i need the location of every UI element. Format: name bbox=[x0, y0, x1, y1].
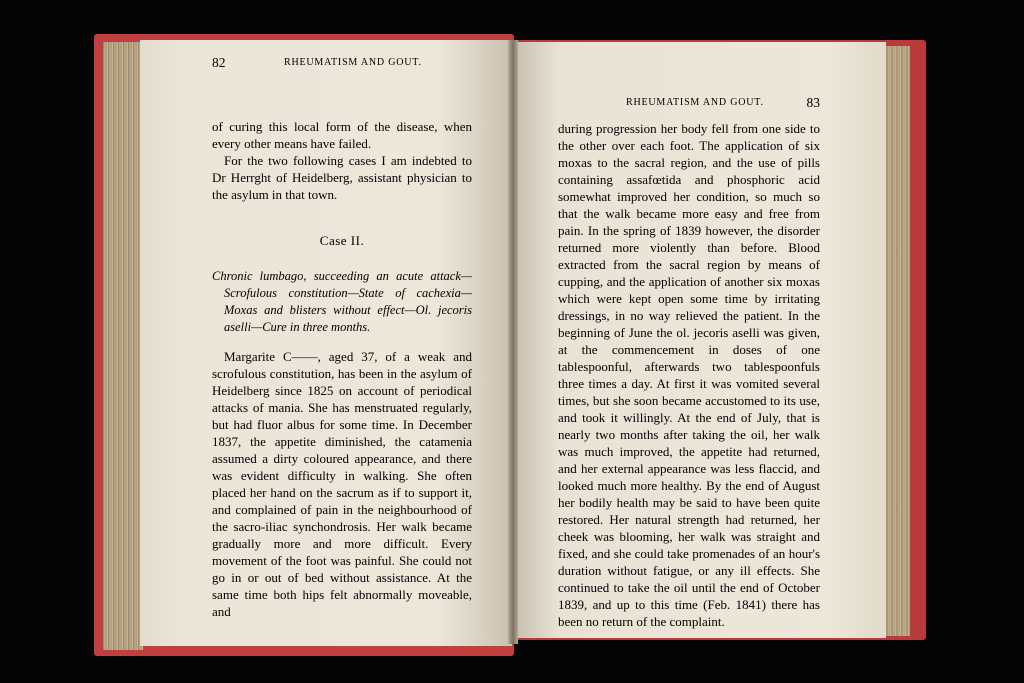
right-paragraph: during progression her body fell from one side to the other over each foot. The application of six moxas to the sacral region, and the use of pills containing assafœtida and phosphoric acid somewhat improved her condition, so much so that the walk became more easy and free from pain. In the spring of 1839 however, the disorder returned more violently than before. Blood extracted from the sacral region by means of cupping, and the application of another six moxas which were kept open some time by irritating dressings, in no way relieved the patient. In the beginning of June the ol. jecoris aselli was given, at the commencement in doses of one tablespoonful, afterwards two tablespoonfuls three times a day. At first it was vomited several times, but she soon became accustomed to its use, and took it willingly. At the end of July, that is nearly two months after taking the oil, her walk was much improved, the appetite had returned, and her external appearance was less flaccid, and looked much more healthy. By the end of August her bodily health may be said to have been quite restored. Her natural strength had returned, her cheek was blooming, her walk was straight and fixed, and she could take promenades of an hour's duration without fatigue, or any ill effects. She continued to take the oil until the end of October 1839, and up to this time (Feb. 1841) there has been no return of the complaint. bbox=[558, 121, 820, 629]
left-paragraph-1: of curing this local form of the disease, when every other means have failed. bbox=[212, 119, 472, 151]
page-edges-left bbox=[103, 42, 143, 650]
left-page-number: 82 bbox=[212, 55, 226, 70]
left-running-head bbox=[212, 55, 472, 71]
right-body-text bbox=[558, 120, 820, 630]
case-title: Case II. bbox=[319, 233, 365, 248]
left-running-title: RHEUMATISM AND GOUT. bbox=[284, 57, 422, 68]
book-gutter bbox=[508, 40, 518, 644]
right-page-number: 83 bbox=[806, 95, 820, 110]
case-summary-text: Chronic lumbago, succeeding an acute attack—Scrofulous constitution—State of cachexia—Moxas and blisters without effect—Ol. jecoris aselli—Cure in three months. bbox=[212, 269, 472, 334]
right-running-title: RHEUMATISM AND GOUT. bbox=[626, 97, 764, 108]
left-intro-text bbox=[212, 118, 472, 203]
left-case-paragraph: Margarite C——, aged 37, of a weak and scrofulous constitution, has been in the asylum of Heidelberg since 1825 on account of periodical attacks of mania. She has menstruated regularly, but had fluor albus for some time. In December 1837, the appetite diminished, the catamenia assumed a dirty coloured appearance, and there was evident difficulty in walking. She often placed her hand on the sacrum as if to support it, and complained of pain in the neighbourhood of the sacro-iliac synchondrosis. Her walk became gradually more and more difficult. Every movement of the foot was painful. She could not go in or out of bed without assistance. At the same time both hips felt abnormally moveable, and bbox=[212, 349, 472, 619]
right-running-head bbox=[558, 95, 820, 111]
left-paragraph-2: For the two following cases I am indebted to Dr Herrght of Heidelberg, assistant physician to the asylum in that town. bbox=[212, 153, 472, 202]
case-summary bbox=[212, 268, 472, 336]
left-case-text bbox=[212, 348, 472, 620]
